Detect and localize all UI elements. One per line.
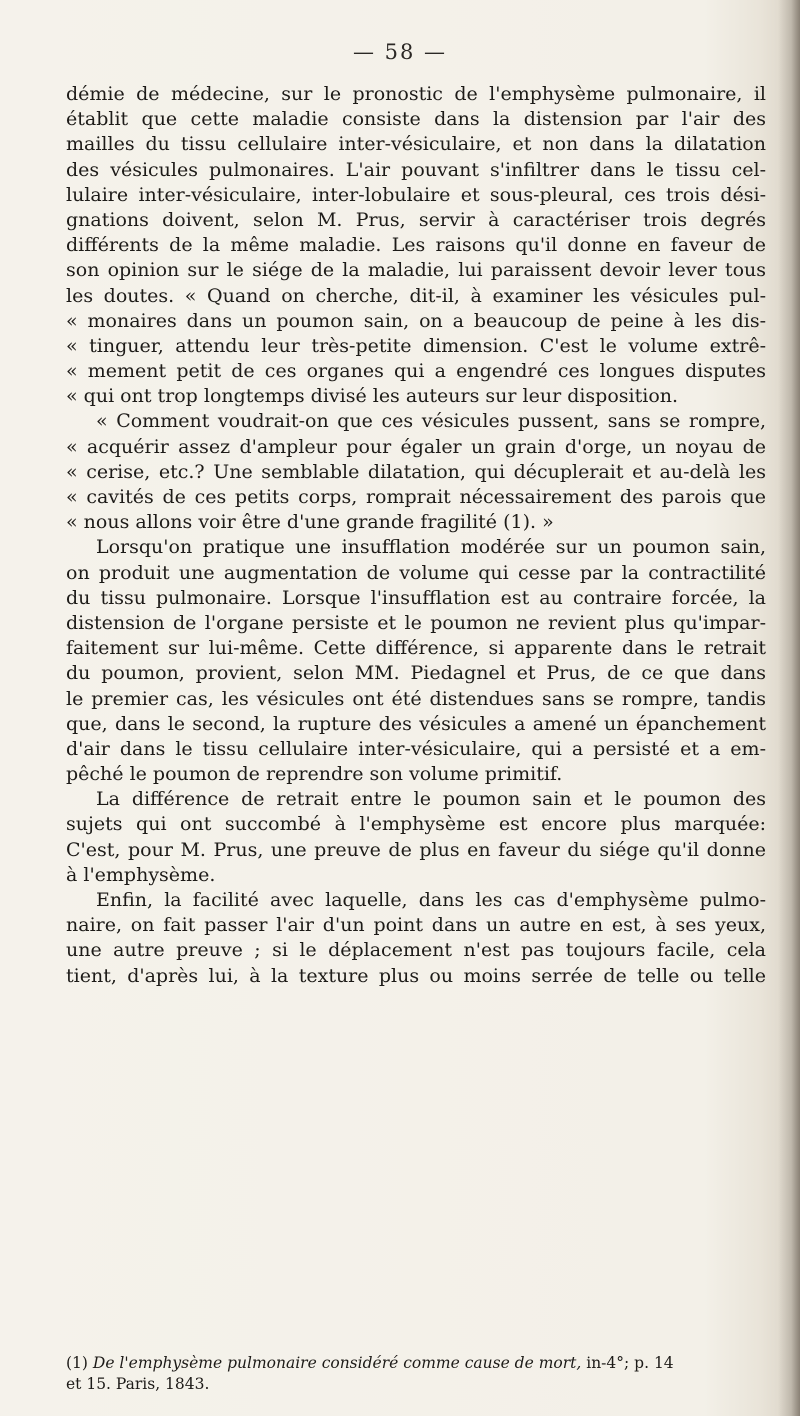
- text-line: sujets qui ont succombé à l'emphysème est encore plus marquée:: [66, 813, 766, 836]
- text-line: « monaires dans un poumon sain, on a beaucoup de peine à les dis-: [66, 309, 766, 332]
- text-line: Lorsqu'on pratique une insufflation modérée sur un poumon sain,: [96, 536, 766, 559]
- footnote-marker: (1): [66, 1354, 88, 1372]
- text-line: son opinion sur le siége de la maladie, lui paraissent devoir lever tous: [66, 259, 766, 282]
- text-line: les doutes. « Quand on cherche, dit-il, à examiner les vésicules pul-: [66, 284, 766, 307]
- text-line: différents de la même maladie. Les raisons qu'il donne en faveur de: [66, 234, 766, 257]
- text-line: « cavités de ces petits corps, romprait nécessairement des parois que: [66, 486, 766, 508]
- text-line: « tinguer, attendu leur très-petite dimension. C'est le volume extrê-: [66, 334, 766, 357]
- text-line: tient, d'après lui, à la texture plus ou moins serrée de telle ou telle: [66, 964, 766, 987]
- text-line: lulaire inter-vésiculaire, inter-lobulaire et sous-pleural, ces trois dési-: [66, 183, 766, 206]
- text-line: « acquérir assez d'ampleur pour égaler un grain d'orge, un noyau de: [66, 435, 766, 458]
- text-line: des vésicules pulmonaires. L'air pouvant s'infiltrer dans le tissu cel-: [66, 158, 766, 181]
- body-text: [66, 82, 766, 989]
- text-line: on produit une augmentation de volume qui cesse par la contractilité: [66, 561, 766, 584]
- text-line: Enfin, la facilité avec laquelle, dans les cas d'emphysème pulmo-: [96, 889, 766, 911]
- text-line: C'est, pour M. Prus, une preuve de plus en faveur du siége qu'il donne: [66, 838, 766, 861]
- text-line: d'air dans le tissu cellulaire inter-vésiculaire, qui a persisté et a em-: [66, 737, 766, 760]
- footnote-rest: in-4°; p. 14: [586, 1354, 674, 1372]
- footnote-line-2: et 15. Paris, 1843.: [66, 1375, 210, 1393]
- text-line: gnations doivent, selon M. Prus, servir à caractériser trois degrés: [66, 208, 766, 231]
- text-line: La différence de retrait entre le poumon sain et le poumon des: [96, 788, 766, 811]
- text-line: établit que cette maladie consiste dans la distension par l'air des: [66, 108, 766, 131]
- text-line: « Comment voudrait-on que ces vésicules pussent, sans se rompre,: [96, 410, 766, 433]
- text-line: que, dans le second, la rupture des vésicules a amené un épanchement: [66, 712, 766, 735]
- footnote-title: De l'emphysème pulmonaire considéré comme cause de mort,: [92, 1354, 582, 1372]
- text-line: démie de médecine, sur le pronostic de l'emphysème pulmonaire, il: [66, 83, 766, 105]
- text-line: « qui ont trop longtemps divisé les auteurs sur leur disposition.: [66, 385, 679, 408]
- text-line: pêché le poumon de reprendre son volume primitif.: [66, 763, 563, 786]
- footnote: [66, 1353, 726, 1395]
- page-number: — 58 —: [352, 40, 448, 64]
- text-line: le premier cas, les vésicules ont été distendues sans se rompre, tandis: [66, 687, 766, 710]
- text-line: « cerise, etc.? Une semblable dilatation, qui décuplerait et au-delà les: [66, 460, 766, 483]
- footnote-line-1: [66, 1353, 726, 1374]
- text-line: du tissu pulmonaire. Lorsque l'insufflation est au contraire forcée, la: [66, 586, 766, 609]
- text-line: à l'emphysème.: [66, 863, 216, 886]
- text-line: faitement sur lui-même. Cette différence, si apparente dans le retrait: [66, 637, 766, 660]
- text-line: « mement petit de ces organes qui a engendré ces longues disputes: [66, 360, 766, 383]
- text-line: « nous allons voir être d'une grande fragilité (1). »: [66, 511, 554, 534]
- text-line: naire, on fait passer l'air d'un point dans un autre en est, à ses yeux,: [66, 914, 766, 937]
- text-line: du poumon, provient, selon MM. Piedagnel et Prus, de ce que dans: [66, 662, 766, 685]
- text-line: distension de l'organe persiste et le poumon ne revient plus qu'impar-: [66, 611, 766, 634]
- text-line: une autre preuve ; si le déplacement n'est pas toujours facile, cela: [66, 939, 766, 962]
- page-binding-edge: [778, 0, 800, 1416]
- text-line: mailles du tissu cellulaire inter-vésiculaire, et non dans la dilatation: [66, 133, 766, 156]
